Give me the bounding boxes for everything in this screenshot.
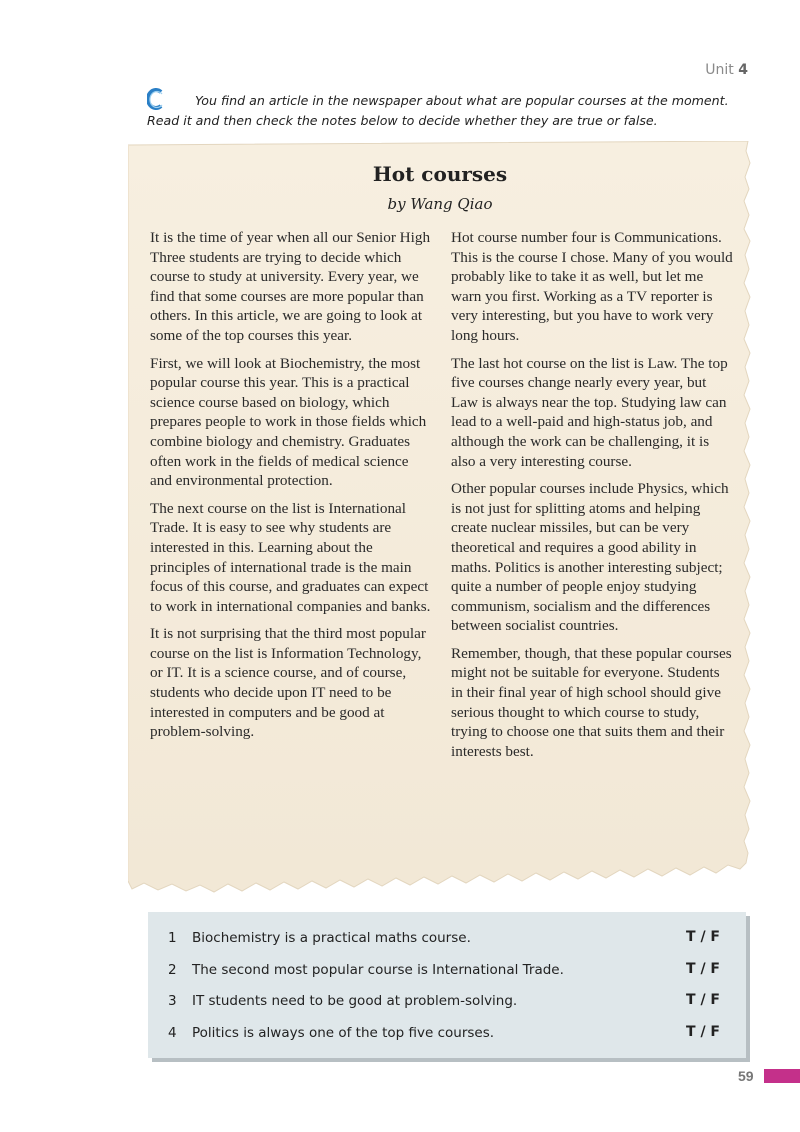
true-false-box	[148, 912, 746, 1058]
tf-statement: The second most popular course is International Trade.	[192, 962, 564, 978]
tf-number: 4	[168, 1025, 177, 1041]
paragraph: First, we will look at Biochemistry, the most popular course this year. This is a practical science course based on biology, which prepares people to work in those fields which combine biology and chemistry. Graduates often work in the fields of medical science and environmental protection.	[150, 354, 427, 490]
tf-number: 3	[168, 993, 177, 1009]
unit-label: Unit 4	[705, 62, 748, 78]
paragraph: Hot course number four is Communications. This is the course I chose. Many of you would probably like to take it as well, but let me warn you first. Working as a TV reporter is very interesting, but you have to work very long hours.	[451, 229, 733, 344]
page-number: 59	[738, 1068, 754, 1084]
tf-choice[interactable]: T / F	[686, 1024, 720, 1040]
tf-statement: Politics is always one of the top five courses.	[192, 1025, 495, 1041]
tf-statement: IT students need to be good at problem-solving.	[192, 993, 518, 1009]
article-author: by Wang Qiao	[387, 195, 493, 213]
article-column-left	[150, 228, 432, 750]
instruction-line-2: Read it and then check the notes below to decide whether they are true or false.	[147, 113, 658, 128]
tf-number: 2	[168, 962, 177, 978]
paragraph: The next course on the list is International Trade. It is easy to see why students are interested in this. Learning about the principles of international trade is the main focus of this course, and graduates can expect to work in international companies and banks.	[150, 499, 431, 615]
tf-choice[interactable]: T / F	[686, 929, 720, 945]
instruction-line-1: You find an article in the newspaper about what are popular courses at the moment.	[195, 93, 729, 108]
tf-box-shadow	[746, 916, 750, 1062]
activity-instruction	[147, 91, 767, 131]
paragraph: It is not surprising that the third most popular course on the list is Information Technology, or IT. It is a science course, and of course, students who decide upon IT need to be interested in computers and be good at problem-solving.	[150, 625, 426, 741]
tf-item-1	[148, 922, 746, 953]
tf-box-shadow	[152, 1058, 750, 1062]
tf-choice[interactable]: T / F	[686, 992, 720, 1008]
tf-statement: Biochemistry is a practical maths course.	[192, 930, 471, 946]
paragraph: Other popular courses include Physics, which is not just for splitting atoms and helping create nuclear missiles, but can be very theoretical and requires a good ability in maths. Politics is another interesting subject; quite a number of people enjoy studying communism, socialism and the differences between socialist countries.	[451, 480, 729, 635]
tf-item-4	[148, 1017, 746, 1048]
paragraph: Remember, though, that these popular courses might not be suitable for everyone. Students in their final year of high school should give serious thought to which course to study, trying to choose one that suits them and their interests best.	[451, 644, 732, 760]
article-title: Hot courses	[372, 162, 508, 186]
page-accent-bar	[764, 1069, 800, 1083]
tf-item-2	[148, 954, 746, 985]
unit-number: 4	[738, 62, 748, 78]
paragraph: It is the time of year when all our Senior High Three students are trying to decide which course to study at university. Every year, we find that some courses are more popular than others. In this article, we are going to look at some of the top courses this year.	[150, 229, 431, 344]
article-column-right	[451, 228, 733, 769]
tf-choice[interactable]: T / F	[686, 961, 720, 977]
paragraph: The last hot course on the list is Law. The top five courses change nearly every year, but Law is always near the top. Studying law can lead to a well-paid and high-status job, and although the work can be challenging, it is also a very interesting course.	[451, 354, 728, 470]
tf-item-3	[148, 985, 746, 1016]
tf-number: 1	[168, 930, 177, 946]
